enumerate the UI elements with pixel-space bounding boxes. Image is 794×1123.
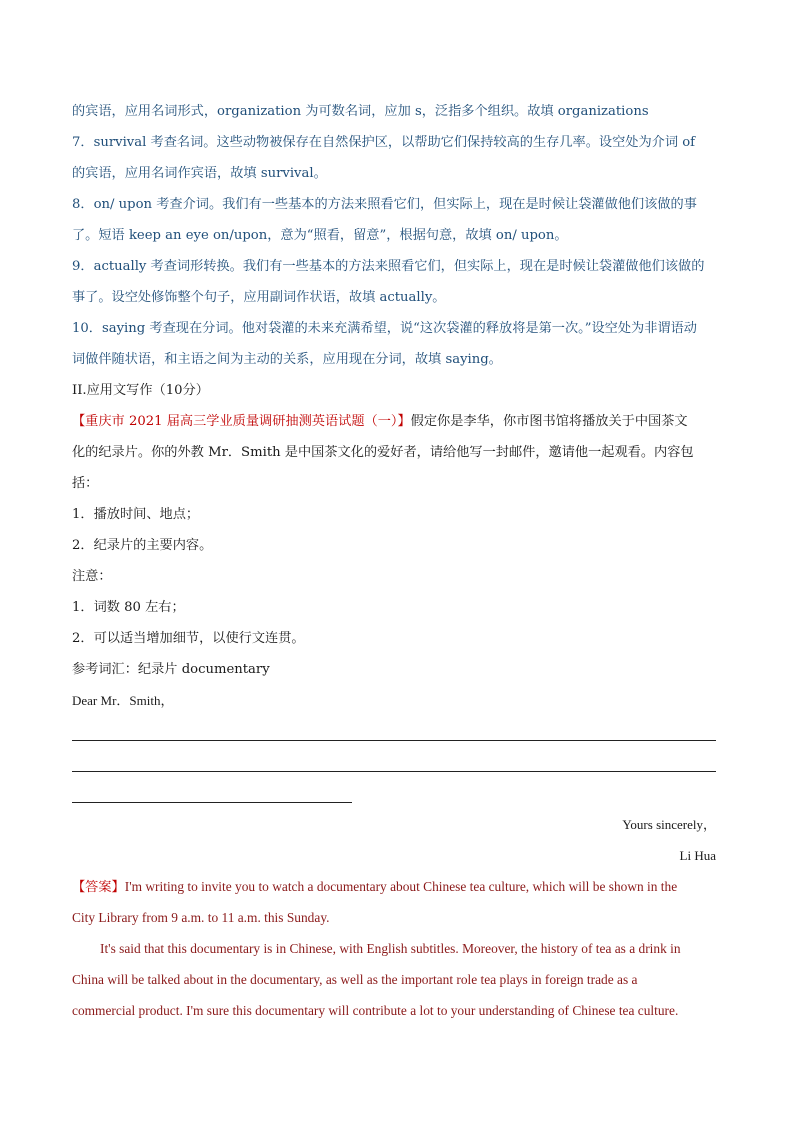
writing-prompt-line-2: 化的纪录片。你的外教 Mr．Smith 是中国茶文化的爱好者，请给他写一封邮件，邀请他一起观看。内容包 [72,445,694,460]
explanation-10-cont: 词做伴随状语，和主语之间为主动的关系，应用现在分词，故填 saying。 [72,352,502,367]
note-item-2: 2．可以适当增加细节，以使行文连贯。 [72,631,305,646]
source-label: 【重庆市 2021 届高三学业质量调研抽测英语试题（一）】 [72,414,411,429]
explanation-8: 8．on/ upon 考查介词。我们有一些基本的方法来照看它们，但实际上，现在是时候让袋灌做他们该做的事 [72,197,697,212]
explanation-9-cont: 事了。设空处修饰整个句子，应用副词作状语，故填 actually。 [72,290,446,305]
letter-greeting: Dear Mr．Smith， [72,693,174,708]
answer-label: 【答案】 [72,880,125,895]
answer-line-2: City Library from 9 a.m. to 11 a.m. this Sunday. [72,910,330,925]
writing-prompt-line-1 [72,406,724,437]
writing-rule-3 [72,802,352,803]
blank-line-spacer-1 [72,716,724,747]
answer-line-3: It's said that this documentary is in Chinese, with English subtitles. Moreover, the history of tea as a drink in [100,941,681,956]
note-label: 注意： [72,569,112,584]
explanation-8-cont: 了。短语 keep an eye on/upon，意为“照看，留意”，根据句意，故填 on/ upon。 [72,228,568,243]
letter-signature: Li Hua [679,848,716,863]
answer-line-4: China will be talked about in the documentary, as well as the important role tea plays in foreign trade as a [72,972,638,987]
vocabulary-hint: 参考词汇：纪录片 documentary [72,662,270,677]
explanation-10: 10．saying 考查现在分词。他对袋灌的未来充满希望，说“这次袋灌的释放将是第一次。”设空处为非谓语动 [72,321,697,336]
explanation-7-cont: 的宾语，应用名词作宾语，故填 survival。 [72,166,327,181]
content-item-2: 2．纪录片的主要内容。 [72,538,213,553]
writing-rule-2 [72,771,716,772]
document-page [72,96,724,1026]
content-item-1: 1．播放时间、地点； [72,507,200,522]
explanation-7: 7．survival 考查名词。这些动物被保存在自然保护区，以帮助它们保持较高的生存几率。设空处为介词 of [72,135,696,150]
writing-rule-1 [72,740,716,741]
blank-line-spacer-2 [72,747,724,778]
letter-closing: Yours sincerely， [622,817,716,832]
explanation-9: 9．actually 考查词形转换。我们有一些基本的方法来照看它们，但实际上，现在是时候让袋灌做他们该做的 [72,259,705,274]
answer-text-1: I'm writing to invite you to watch a documentary about Chinese tea culture, which will be shown in the [124,879,678,894]
writing-prompt-line-3: 括： [72,476,99,491]
section-heading: II.应用文写作（10分） [72,383,209,398]
note-item-1: 1．词数 80 左右； [72,600,185,615]
prompt-text-1: 假定你是李华，你市图书馆将播放关于中国茶文 [410,414,688,429]
explanation-line-1: 的宾语，应用名词形式，organization 为可数名词，应加 s，泛指多个组织。故填 organizations [72,104,649,119]
answer-line-5: commercial product. I'm sure this documentary will contribute a lot to your understanding of Chinese tea culture. [72,1003,679,1018]
blank-line-spacer-3 [72,778,724,809]
answer-line-1 [72,871,724,902]
